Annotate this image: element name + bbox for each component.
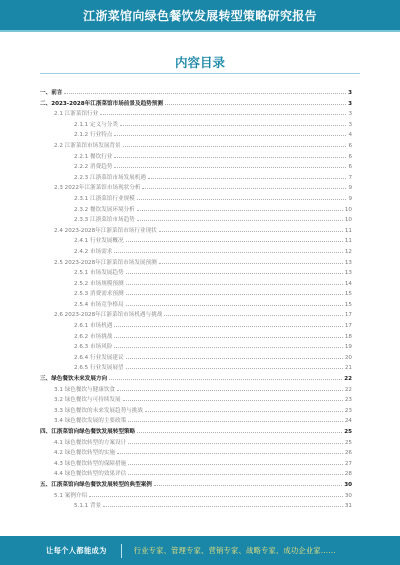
toc-dot-leader [165,97,346,105]
toc-dot-leader [148,171,346,179]
toc-entry-page: 9 [348,185,352,192]
toc-entry-page: 3 [348,90,352,96]
toc-entry-page: 11 [344,238,352,245]
toc-dot-leader [109,372,342,380]
toc-entry[interactable] [40,489,352,500]
toc-entry-label: 2.6.1 市场机遇 [74,323,113,330]
toc-entry-page: 18 [344,333,352,340]
toc-entry-page: 10 [344,206,352,213]
toc-entry-label: 2.6.3 市场风险 [74,344,113,351]
toc-entry-page: 7 [348,174,352,181]
toc-dot-leader [114,340,342,348]
toc-entry-page: 27 [344,460,352,467]
footer-slogan: 让每个人都能成为 [46,545,107,555]
toc-entry[interactable] [40,425,352,436]
report-title: 江浙菜馆向绿色餐饮发展转型策略研究报告 [83,8,317,23]
toc-entry-label: 5.1 案例介绍 [54,492,88,499]
toc-entry-page: 10 [344,217,352,224]
toc-dot-leader [120,118,346,126]
toc-entry-label: 2.5.1 市场发展趋势 [74,270,124,277]
toc-dot-leader [64,86,346,94]
toc-entry-page: 11 [344,227,352,234]
toc-entry-page: 4 [348,132,352,139]
toc-entry[interactable] [40,266,352,277]
footer-tagline: 行业专家、管理专家、营销专家、战略专家、成功企业家…… [133,545,336,555]
toc-dot-leader [137,203,343,211]
toc-entry-label: 2.2.2 消费趋势 [74,164,113,171]
toc-entry[interactable] [40,351,352,362]
toc-entry-page: 17 [344,312,352,319]
toc-entry[interactable] [40,150,352,161]
toc-entry-label: 2.3.2 餐饮发展环境分析 [74,206,135,213]
toc-entry-label: 2.1.1 定义与分类 [74,121,118,128]
toc-dot-leader [100,107,346,115]
toc-dot-leader [114,128,346,136]
toc-entry[interactable] [40,436,352,447]
toc-entry-label: 2.6 2023-2028年江浙菜馆市场机遇与挑战 [54,312,163,319]
toc-dot-leader [137,425,342,433]
toc-entry-label: 3.1 绿色餐饮与健康饮食 [54,386,116,393]
toc-entry[interactable] [40,361,352,372]
toc-dot-leader [114,319,342,327]
toc-entry-label: 2.6.5 行业发展展望 [74,365,124,372]
toc-entry-label: 三、绿色餐饮未来发展方向 [40,376,108,383]
toc-entry[interactable] [40,340,352,351]
toc-dot-leader [137,192,347,200]
toc-dot-leader [128,457,343,465]
toc-dot-leader [128,414,343,422]
toc-entry-page: 26 [344,450,352,457]
toc-dot-leader [114,330,342,338]
toc-dot-leader [126,287,343,295]
toc-entry-label: 4.2 绿色餐饮转型的实施 [54,450,116,457]
toc-entry[interactable] [40,107,352,118]
toc-entry-label: 二、2023-2028年江浙菜馆市场前景及趋势预测 [40,100,163,107]
toc-entry-page: 23 [344,397,352,404]
toc-entry[interactable] [40,139,352,150]
toc-entry-page: 3 [348,100,352,107]
toc-entry-label: 2.4.2 市场需求 [74,248,113,255]
toc-entry-page: 24 [344,418,352,425]
toc-dot-leader [126,277,343,285]
toc-entry-label: 4.4 绿色餐饮转型的效果评估 [54,471,127,478]
toc-entry-page: 22 [344,386,352,393]
toc-entry-page: 30 [344,481,352,488]
toc-entry-label: 2.6.2 市场挑战 [74,333,113,340]
toc-dot-leader [128,436,343,444]
toc-entry-label: 2.5 2023-2028年江浙菜馆市场发展预测 [54,259,157,266]
toc-entry[interactable] [40,97,352,108]
toc-entry-page: 25 [344,439,352,446]
toc-entry-label: 一、前言 [40,90,63,96]
toc-entry[interactable] [40,224,352,235]
toc-entry-label: 2.5.4 市场竞争格局 [74,301,124,308]
toc-entry-label: 2.4 2023-2028年江浙菜馆市场行业现状 [54,227,157,234]
toc-entry-label: 4.1 绿色餐饮转型的方案设计 [54,439,127,446]
toc-dot-leader [117,383,343,391]
toc-heading: 内容目录 [174,55,225,70]
toc-dot-leader [126,351,343,359]
toc-entry[interactable] [40,330,352,341]
toc-entry-page: 23 [344,407,352,414]
toc-dot-leader [114,150,346,158]
toc-entry-label: 4.3 绿色餐饮转型的保障措施 [54,460,127,467]
toc-entry-page: 25 [344,429,352,435]
toc-dot-leader [126,298,343,306]
toc-entry[interactable] [40,467,352,478]
toc-entry[interactable] [40,256,352,267]
toc-entry[interactable] [40,234,352,245]
report-header-bar [0,0,400,30]
footer-bar [0,536,400,565]
toc-entry[interactable] [40,446,352,457]
toc-entry-page: 17 [344,323,352,330]
toc-entry-label: 五、江浙菜馆向绿色餐饮发展转型的典型案例 [40,481,152,488]
toc-entry[interactable] [40,86,352,97]
toc-entry-label: 四、江浙菜馆向绿色餐饮发展转型策略 [40,429,136,435]
toc-entry[interactable] [40,128,352,139]
toc-entry-page: 15 [344,301,352,308]
toc-entry-page: 21 [344,365,352,372]
toc-entry-page: 13 [344,259,352,266]
toc-entry-page: 3 [348,121,352,128]
toc-dot-leader [126,361,343,369]
toc-entry-label: 2.5.2 市场规模预测 [74,280,124,287]
toc-dot-leader [145,404,343,412]
toc-dot-leader [114,245,342,253]
toc-entry-page: 3 [348,111,352,118]
toc-entry-page: 31 [344,503,352,510]
toc-entry[interactable] [40,308,352,319]
toc-entry-label: 2.3.1 江浙菜馆行业规模 [74,195,135,202]
toc-entry-page: 15 [344,291,352,298]
toc-entry[interactable] [40,245,352,256]
toc-dot-leader [117,446,343,454]
toc-entry[interactable] [40,319,352,330]
toc-entry[interactable] [40,478,352,489]
toc-entry-page: 12 [344,248,352,255]
toc-entry-page: 20 [344,354,352,361]
toc-entry[interactable] [40,499,352,510]
toc-entry[interactable] [40,118,352,129]
toc-entry[interactable] [40,171,352,182]
toc-entry-label: 3.3 绿色餐饮的未来发展趋势与挑战 [54,407,143,414]
toc-entry-page: 13 [344,270,352,277]
toc-entry-page: 19 [344,344,352,351]
toc-dot-leader [89,489,343,497]
toc-heading-divider [40,73,360,74]
toc-entry[interactable] [40,160,352,171]
toc-dot-leader [123,139,347,147]
table-of-contents [40,86,352,510]
toc-dot-leader [114,160,346,168]
toc-entry[interactable] [40,192,352,203]
toc-entry-page: 28 [344,471,352,478]
toc-entry-label: 2.1 江浙菜馆行业 [54,111,99,118]
toc-entry-label: 2.1.2 行业特点 [74,132,113,139]
toc-entry-label: 2.3 2022年江浙菜馆市场现状分析 [54,185,141,192]
toc-entry[interactable] [40,404,352,415]
toc-entry[interactable] [40,393,352,404]
toc-entry[interactable] [40,383,352,394]
toc-entry-page: 30 [344,492,352,499]
footer-divider [121,544,122,558]
toc-dot-leader [123,393,343,401]
toc-entry[interactable] [40,457,352,468]
toc-entry-label: 2.3.3 江浙菜馆市场趋势 [74,217,135,224]
toc-entry-page: 6 [348,164,352,171]
toc-dot-leader [142,181,346,189]
toc-entry-label: 3.2 绿色餐饮与可持续发展 [54,397,121,404]
toc-entry[interactable] [40,414,352,425]
toc-entry-label: 2.2.3 江浙菜馆市场发展机遇 [74,174,146,181]
toc-entry-label: 2.5.3 消费需求预测 [74,291,124,298]
toc-entry-page: 22 [344,376,352,383]
toc-dot-leader [128,467,343,475]
toc-dot-leader [159,256,343,264]
toc-entry-label: 2.2 江浙菜馆市场发展背景 [54,142,121,149]
toc-dot-leader [126,266,343,274]
toc-entry[interactable] [40,372,352,383]
toc-entry[interactable] [40,298,352,309]
toc-dot-leader [126,234,343,242]
toc-entry-label: 5.1.1 背景 [74,503,102,510]
toc-entry-page: 9 [348,195,352,202]
toc-dot-leader [154,478,342,486]
toc-dot-leader [137,213,343,221]
toc-entry-label: 2.6.4 行业发展建议 [74,354,124,361]
toc-entry-label: 2.2.1 餐饮行业 [74,153,113,160]
toc-entry-page: 6 [348,153,352,160]
toc-dot-leader [159,224,343,232]
toc-entry[interactable] [40,181,352,192]
header-accent-line [0,30,400,32]
toc-entry[interactable] [40,287,352,298]
toc-entry-label: 2.4.1 行业发展概况 [74,238,124,245]
toc-dot-leader [103,499,343,507]
toc-entry-page: 6 [348,142,352,149]
toc-dot-leader [164,308,343,316]
toc-entry-label: 3.4 绿色餐饮发展的主要政策 [54,418,127,425]
toc-entry[interactable] [40,203,352,214]
toc-entry[interactable] [40,277,352,288]
toc-entry-page: 14 [344,280,352,287]
toc-entry[interactable] [40,213,352,224]
